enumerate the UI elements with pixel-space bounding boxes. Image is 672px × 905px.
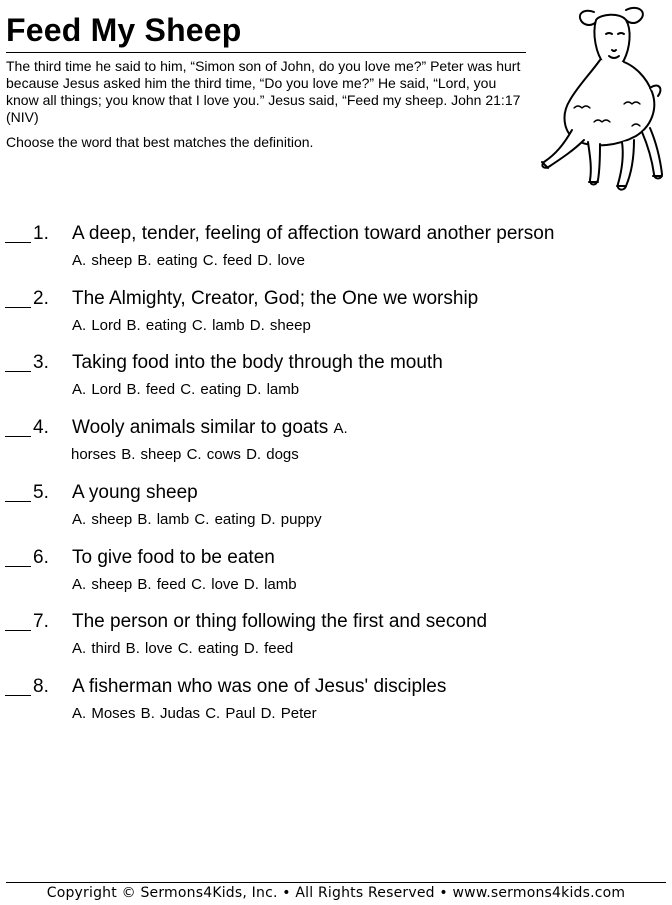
title-underline: [6, 52, 526, 53]
question-number: 3.: [33, 352, 49, 373]
answer-blank[interactable]: [5, 501, 31, 502]
answer-blank[interactable]: [5, 307, 31, 308]
answer-blank[interactable]: [5, 566, 31, 567]
question-definition: The person or thing following the first and second: [72, 611, 488, 632]
question-definition: To give food to be eaten: [72, 547, 275, 568]
answer-options: A. sheep B. eating C. feed D. love: [72, 252, 305, 269]
footer-divider: [6, 882, 666, 883]
question-definition: Taking food into the body through the mouth: [72, 352, 443, 373]
question-number: 6.: [33, 547, 49, 568]
question-1: [0, 222, 672, 282]
answer-options: A. sheep B. feed C. love D. lamb: [72, 576, 297, 593]
answer-blank[interactable]: [5, 371, 31, 372]
question-6: [0, 546, 672, 606]
answer-blank[interactable]: [5, 242, 31, 243]
question-number: 4.: [33, 417, 49, 438]
question-definition: A deep, tender, feeling of affection toward another person: [72, 223, 555, 244]
question-definition: Wooly animals similar to goats A.: [72, 417, 348, 438]
lamb-icon: [534, 4, 666, 196]
answer-options: horses B. sheep C. cows D. dogs: [71, 446, 299, 463]
question-definition: A young sheep: [72, 482, 198, 503]
question-2: [0, 287, 672, 347]
answer-options: A. third B. love C. eating D. feed: [72, 640, 294, 657]
answer-options: A. Moses B. Judas C. Paul D. Peter: [72, 705, 317, 722]
question-4: [0, 416, 672, 476]
worksheet-title: Feed My Sheep: [6, 12, 242, 48]
question-number: 1.: [33, 223, 49, 244]
answer-options: A. Lord B. eating C. lamb D. sheep: [72, 317, 311, 334]
question-number: 5.: [33, 482, 49, 503]
question-number: 8.: [33, 676, 49, 697]
question-7: [0, 610, 672, 670]
answer-options: A. Lord B. feed C. eating D. lamb: [72, 381, 300, 398]
question-number: 7.: [33, 611, 49, 632]
answer-blank[interactable]: [5, 436, 31, 437]
answer-blank[interactable]: [5, 630, 31, 631]
question-number: 2.: [33, 288, 49, 309]
copyright-footer: Copyright © Sermons4Kids, Inc. • All Rights Reserved • www.sermons4kids.com: [46, 885, 626, 901]
question-definition: The Almighty, Creator, God; the One we worship: [72, 288, 479, 309]
answer-options: A. sheep B. lamb C. eating D. puppy: [72, 511, 322, 528]
question-8: [0, 675, 672, 735]
scripture-passage: The third time he said to him, “Simon son of John, do you love me?” Peter was hurt because Jesus asked him the third time, “Do you love me?” He said, “Lord, you know all things; you know that I love you.” Jesus said, “Feed my sheep. John 21:17 (NIV): [6, 58, 521, 125]
question-3: [0, 351, 672, 411]
instructions: Choose the word that best matches the definition.: [6, 134, 314, 150]
question-definition: A fisherman who was one of Jesus' disciples: [72, 676, 447, 697]
question-5: [0, 481, 672, 541]
answer-blank[interactable]: [5, 695, 31, 696]
